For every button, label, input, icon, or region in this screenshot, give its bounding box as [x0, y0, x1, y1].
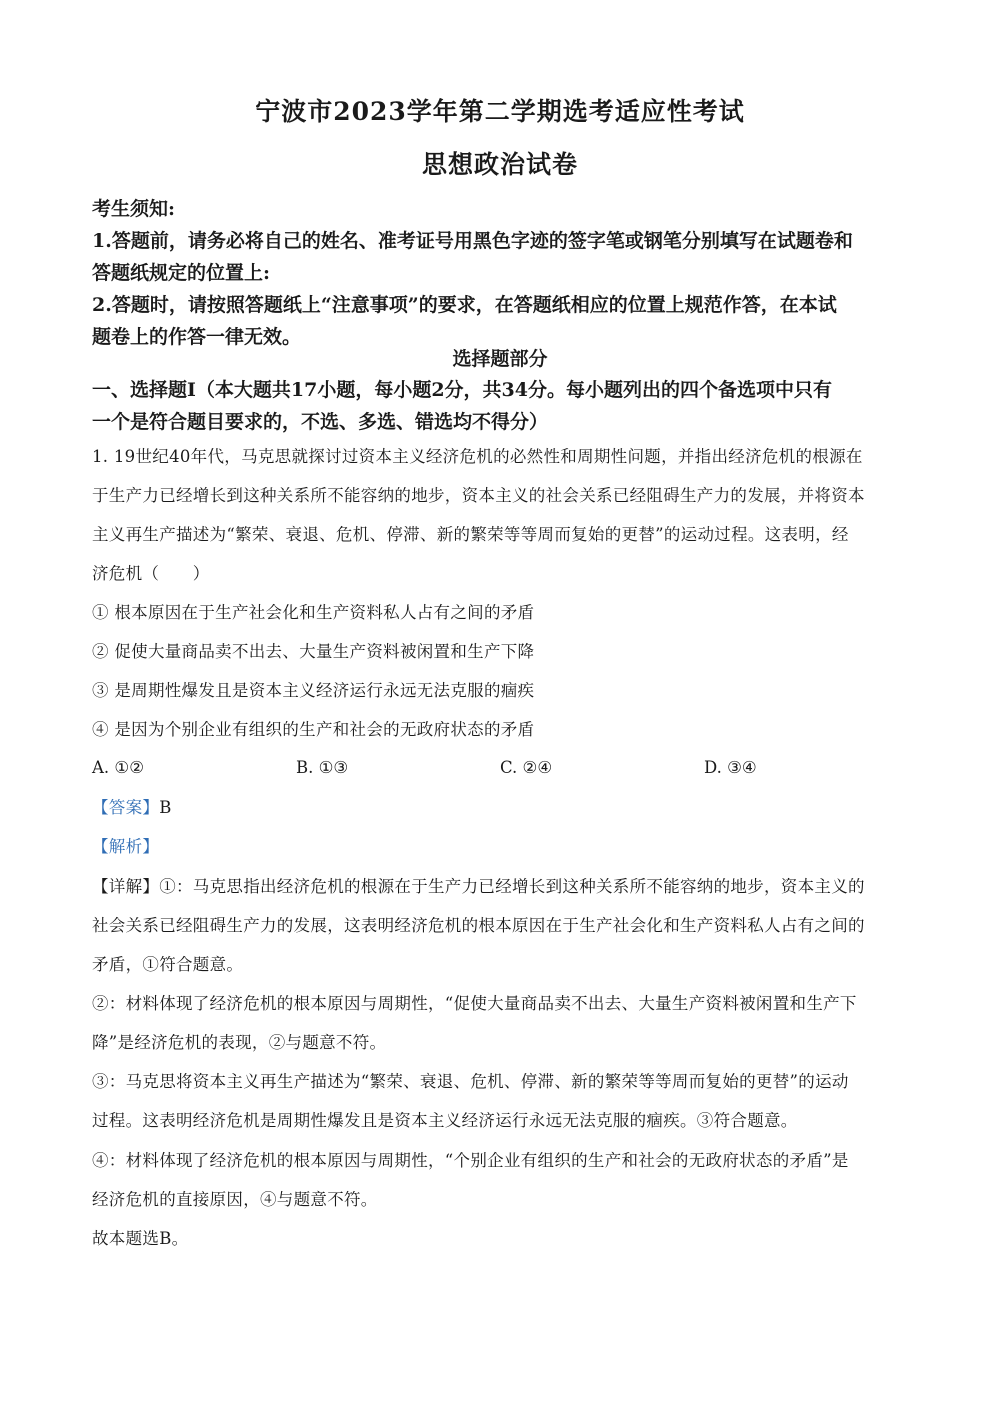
option-d: D. ③④	[704, 758, 757, 777]
detail-line: 【详解】①：马克思指出经济危机的根源在于生产力已经增长到这种关系所不能容纳的地步，资本主义的	[92, 877, 865, 896]
part-heading	[92, 374, 908, 438]
statement-item: ③ 是周期性爆发且是资本主义经济运行永远无法克服的痼疾	[92, 681, 535, 700]
notice-line: 1.答题前，请务必将自己的姓名、准考证号用黑色字迹的签字笔或钢笔分别填写在试题卷和	[92, 230, 853, 252]
answer-line	[92, 797, 908, 819]
part-heading-line: 一个是符合题目要求的，不选、多选、错选均不得分）	[92, 411, 549, 433]
analysis-label: 【解析】	[92, 837, 160, 856]
part-heading-line: 一、选择题Ⅰ（本大题共17小题，每小题2分，共34分。每小题列出的四个备选项中只有	[92, 379, 832, 401]
detail-line: ②：材料体现了经济危机的根本原因与周期性，“促使大量商品卖不出去、大量生产资料被闲置和生产下	[92, 994, 857, 1013]
detail-line: ④：材料体现了经济危机的根本原因与周期性，“个别企业有组织的生产和社会的无政府状态的矛盾”是	[92, 1151, 849, 1170]
option-c: C. ②④	[500, 758, 553, 777]
question-stem-line: 主义再生产描述为“繁荣、衰退、危机、停滞、新的繁荣等等周而复始的更替”的运动过程。这表明，经	[92, 525, 849, 544]
statement-item: ② 促使大量商品卖不出去、大量生产资料被闲置和生产下降	[92, 642, 535, 661]
option-b: B. ①③	[296, 758, 349, 777]
question-stem-line: 济危机（ ）	[92, 564, 210, 583]
notice-heading: 考生须知:	[92, 198, 176, 220]
detail-line: 故本题选B。	[92, 1229, 189, 1248]
exam-subject-title: 思想政治试卷	[421, 150, 578, 179]
detail-line: 矛盾，①符合题意。	[92, 955, 244, 974]
notice-line: 2.答题时，请按照答题纸上“注意事项”的要求，在答题纸相应的位置上规范作答，在本试	[92, 294, 837, 316]
option-a: A. ①②	[92, 758, 144, 777]
question-stem-line: 于生产力已经增长到这种关系所不能容纳的地步，资本主义的社会关系已经阻碍生产力的发展，并将资本	[92, 486, 865, 505]
detail-line: 降”是经济危机的表现，②与题意不符。	[92, 1033, 387, 1052]
notice-line: 答题纸规定的位置上:	[92, 262, 271, 284]
detail-line: ③：马克思将资本主义再生产描述为“繁荣、衰退、危机、停滞、新的繁荣等等周而复始的更替”的运动	[92, 1072, 849, 1091]
statement-item: ④ 是因为个别企业有组织的生产和社会的无政府状态的矛盾	[92, 720, 535, 739]
section-title: 选择题部分	[452, 348, 548, 370]
answer-label: 【答案】	[92, 798, 160, 817]
question-stem-line: 1. 19世纪40年代，马克思就探讨过资本主义经济危机的必然性和周期性问题，并指出经济危机的根源在	[92, 447, 863, 466]
notice-line: 题卷上的作答一律无效。	[92, 326, 302, 348]
exam-title: 宁波市2023学年第二学期选考适应性考试	[255, 97, 745, 126]
detail-line: 社会关系已经阻碍生产力的发展，这表明经济危机的根本原因在于生产社会化和生产资料私人占有之间的	[92, 916, 865, 935]
candidate-notice	[92, 193, 908, 353]
answer-value: B	[159, 798, 172, 817]
detail-line: 过程。这表明经济危机是周期性爆发且是资本主义经济运行永远无法克服的痼疾。③符合题意。	[92, 1111, 798, 1130]
detail-line: 经济危机的直接原因，④与题意不符。	[92, 1190, 378, 1209]
statement-item: ① 根本原因在于生产社会化和生产资料私人占有之间的矛盾	[92, 603, 535, 622]
